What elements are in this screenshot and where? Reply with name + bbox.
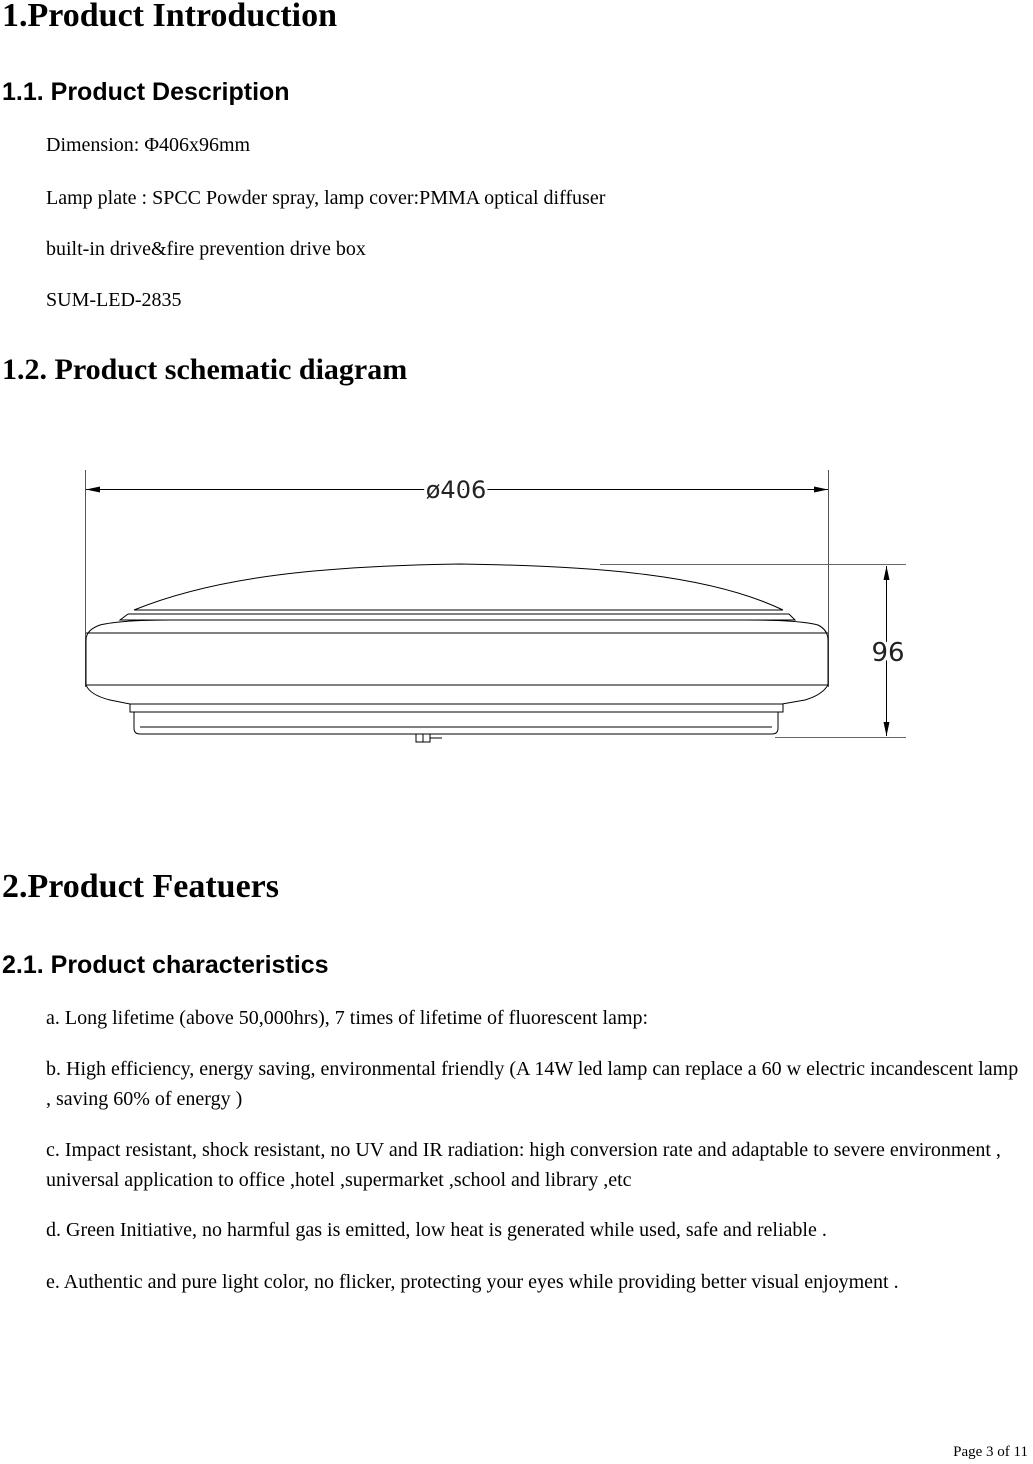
arrow-right — [814, 487, 828, 493]
feature-item-d: d. Green Initiative, no harmful gas is emitted, low heat is generated while used, safe and reliable . — [46, 1219, 827, 1241]
led-model-line: SUM-LED-2835 — [46, 289, 182, 311]
arrow-left — [86, 487, 100, 493]
feature-item-e: e. Authentic and pure light color, no flicker, protecting your eyes while providing better visual enjoyment . — [46, 1271, 899, 1293]
schematic-diagram — [0, 460, 1033, 750]
page-number: Page 3 of 11 — [953, 1444, 1028, 1460]
diameter-label: ø406 — [425, 476, 487, 504]
lamp-plate-line: Lamp plate : SPCC Powder spray, lamp cover:PMMA optical diffuser — [46, 187, 606, 209]
lamp-lower-taper — [86, 685, 828, 704]
lamp-step — [120, 614, 795, 620]
lamp-base-plate — [134, 712, 778, 734]
subsection-1-2-title: 1.2. Product schematic diagram — [2, 353, 408, 386]
dimension-line: Dimension: Φ406x96mm — [46, 134, 251, 156]
lamp-body — [86, 620, 828, 685]
subsection-1-1-title: 1.1. Product Description — [2, 78, 290, 106]
feature-item-a: a. Long lifetime (above 50,000hrs), 7 times of lifetime of fluorescent lamp: — [46, 1007, 649, 1029]
section-1-title: 1.Product Introduction — [2, 0, 338, 34]
lamp-dome — [134, 564, 783, 610]
subsection-2-1-title: 2.1. Product characteristics — [2, 951, 329, 979]
arrow-up — [884, 566, 890, 580]
arrow-down — [884, 722, 890, 736]
feature-item-b: b. High efficiency, energy saving, environmental friendly (A 14W led lamp can replace a 60 w electric incandescent lamp , saving 60% of energy ) — [46, 1058, 1019, 1110]
feature-item-c: c. Impact resistant, shock resistant, no UV and IR radiation: high conversion rate and adaptable to severe environment , universal application to office ,hotel ,supermarket ,school and library ,etc — [46, 1139, 1001, 1191]
drive-box-line: built-in drive&fire prevention drive box — [46, 238, 366, 260]
height-label: 96 — [871, 638, 905, 668]
section-2-title: 2.Product Featuers — [2, 868, 279, 905]
